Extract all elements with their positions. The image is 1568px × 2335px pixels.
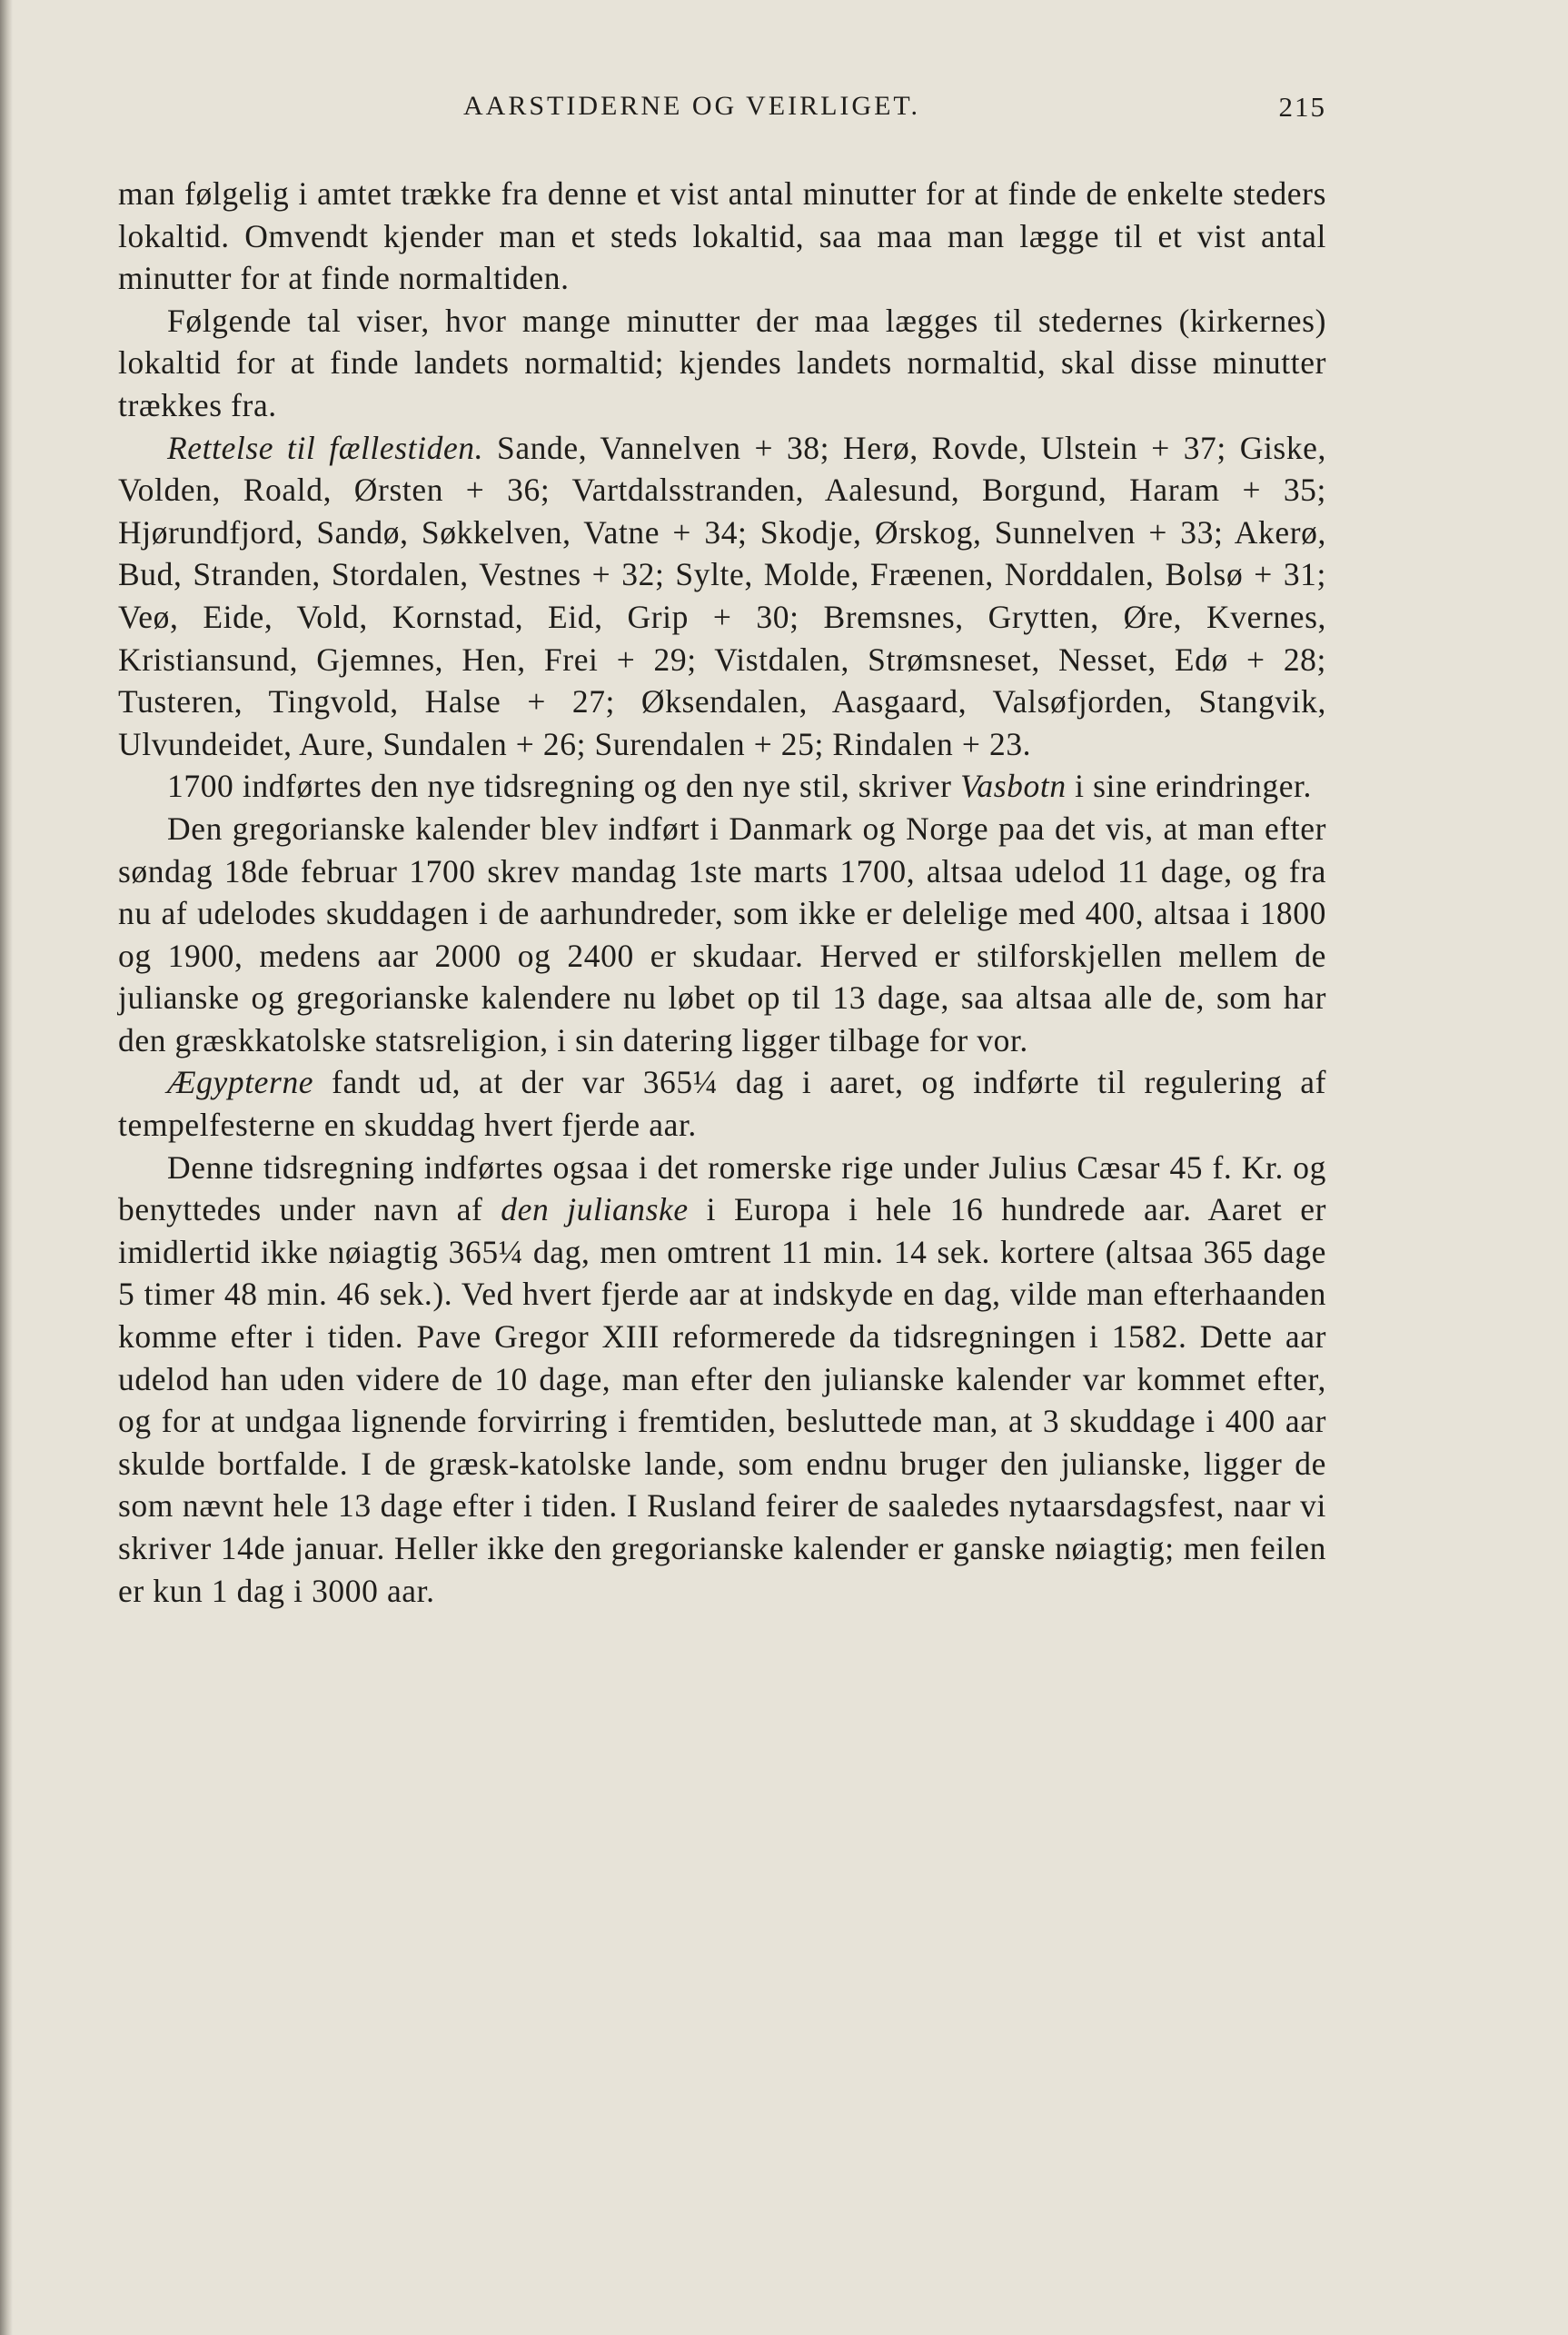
paragraph xyxy=(118,765,1326,808)
text-run: man følgelig i amtet trække fra denne et vist antal minutter for at finde de enkelte steders lokaltid. Omvendt kjender man et steds lokaltid, saa maa man lægge til et vist antal minutter for at finde normaltiden. xyxy=(118,175,1326,297)
text-run: 1700 indførtes den nye tidsregning og den nye stil, skriver xyxy=(167,768,961,805)
paragraph xyxy=(118,173,1326,300)
page-binding-edge xyxy=(0,0,13,2335)
text-run: Følgende tal viser, hvor mange minutter der maa lægges til stedernes (kirkernes) lokaltid for at finde landets normaltid; kjendes landets normaltid, skal disse minutter trækkes fra. xyxy=(118,302,1326,423)
italic-heading: Rettelse til fællestiden. xyxy=(167,429,484,466)
running-title: AARSTIDERNE OG VEIRLIGET. xyxy=(463,91,921,121)
paragraph xyxy=(118,808,1326,1062)
italic-term: den julianske xyxy=(501,1191,689,1228)
page-number: 215 xyxy=(1278,91,1326,123)
text-run: Den gregorianske kalender blev indført i Danmark og Norge paa det vis, at man efter søndag 18de februar 1700 skrev mandag 1ste marts 1700, altsaa udelod 11 dage, og fra nu af udelodes skuddagen i de aarhundreder, som ikke er delelige med 400, altsaa i 1800 og 1900, medens aar 2000 og 2400 er skudaar. Herved er stilforskjellen mellem de julianske og gregorianske kalendere nu løbet op til 13 dage, saa altsaa alle de, som har den græskkatolske statsreligion, i sin datering ligger tilbage for vor. xyxy=(118,810,1326,1058)
paragraph xyxy=(118,1061,1326,1146)
text-run: i Europa i hele 16 hundrede aar. Aaret er imidlertid ikke nøiagtig 365¼ dag, men omtrent 11 min. 14 sek. kortere (altsaa 365 dage 5 timer 48 min. 46 sek.). Ved hvert fjerde aar at indskyde en dag, vilde man efterhaanden komme efter i tiden. Pave Gregor XIII reformerede da tidsregningen i 1582. Dette aar udelod han uden videre de 10 dage, man efter den julianske kalender var kommet efter, og for at undgaa lignende forvirring i fremtiden, besluttede man, at 3 skuddage i 400 aar skulde bortfalde. I de græsk-katolske lande, som endnu bruger den julianske, ligger de som nævnt hele 13 dage efter i tiden. I Rusland feirer de saaledes nytaarsdagsfest, naar vi skriver 14de januar. Heller ikke den gregorianske kalender er ganske nøiagtig; men feilen er kun 1 dag i 3000 aar. xyxy=(118,1191,1326,1609)
text-run: Sande, Vannelven + 38; Herø, Rovde, Ulstein + 37; Giske, Volden, Roald, Ørsten + 36; Vartdalsstranden, Aalesund, Borgund, Haram + 35; Hjørundfjord, Sandø, Søkkelven, Vatne + 34; Skodje, Ørskog, Sunnelven + 33; Akerø, Bud, Stranden, Stordalen, Vestnes + 32; Sylte, Molde, Fræenen, Norddalen, Bolsø + 31; Veø, Eide, Vold, Kornstad, Eid, Grip + 30; Bremsnes, Grytten, Øre, Kvernes, Kristiansund, Gjemnes, Hen, Frei + 29; Vistdalen, Strømsneset, Nesset, Edø + 28; Tusteren, Tingvold, Halse + 27; Øksendalen, Aasgaard, Valsøfjorden, Stangvik, Ulvundeidet, Aure, Sundalen + 26; Surendalen + 25; Rindalen + 23. xyxy=(118,429,1326,762)
page-header xyxy=(118,91,1326,131)
paragraph-time-corrections xyxy=(118,427,1326,766)
text-run: Denne tidsregning indførtes ogsaa i det romerske rige under Julius Cæsar 45 f. Kr. og benyttedes under navn af xyxy=(118,1148,1326,1228)
italic-name: Ægypterne xyxy=(167,1064,314,1101)
paragraph xyxy=(118,1147,1326,1613)
italic-name: Vasbotn xyxy=(960,768,1067,805)
paragraph xyxy=(118,300,1326,427)
text-run: i sine erindringer. xyxy=(1066,768,1312,805)
body-text xyxy=(118,173,1326,1612)
text-run: fandt ud, at der var 365¼ dag i aaret, og indførte til regulering af tempelfesterne en skuddag hvert fjerde aar. xyxy=(118,1064,1326,1144)
